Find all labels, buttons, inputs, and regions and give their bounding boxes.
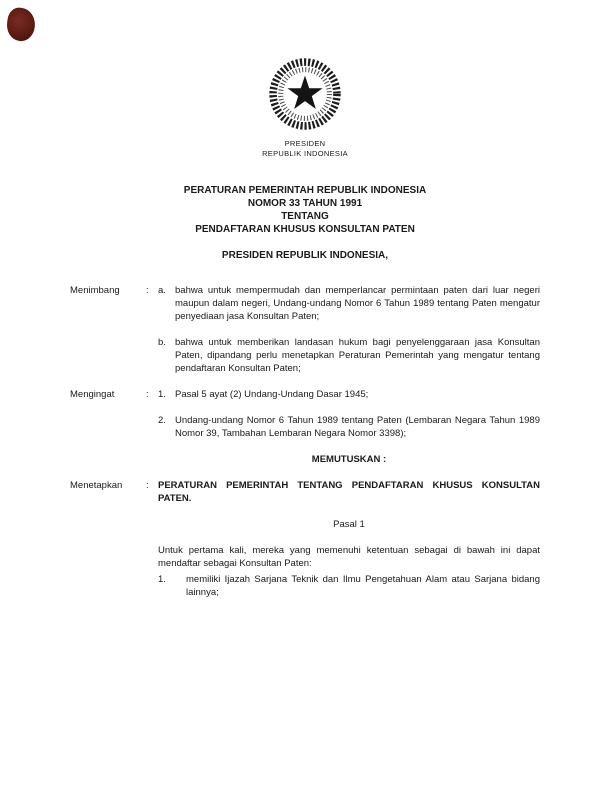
item-marker: b.: [158, 337, 166, 348]
section-content: [158, 388, 540, 440]
title-line-4: PENDAFTARAN KHUSUS KONSULTAN PATEN: [195, 224, 415, 235]
section-colon: :: [146, 480, 149, 491]
section-label-menimbang: Menimbang: [70, 285, 120, 296]
list-item: [158, 388, 540, 401]
section-label-menetapkan: Menetapkan: [70, 480, 123, 491]
section-menetapkan: [70, 479, 540, 505]
section-colon: :: [146, 389, 149, 400]
item-marker: a.: [158, 285, 166, 296]
item-text: Undang-undang Nomor 6 Tahun 1989 tentang Paten (Lembaran Negara Tahun 1989 Nomor 39, Tambahan Lembaran Negara Nomor 3398);: [175, 415, 540, 439]
pasal-1-heading: Pasal 1: [333, 519, 365, 530]
presidential-seal-emblem: [263, 52, 347, 136]
memutuskan-heading: MEMUTUSKAN :: [311, 454, 387, 465]
document-title: [70, 184, 540, 236]
letterhead-line2: REPUBLIK INDONESIA: [262, 148, 348, 158]
list-item: [158, 573, 540, 599]
letterhead-line1: PRESIDEN: [284, 139, 326, 148]
scan-artifact: [5, 6, 37, 43]
pasal-1-intro: Untuk pertama kali, mereka yang memenuhi ketentuan sebagai di bawah ini dapat mendaftar sebagai Konsultan Paten:: [158, 545, 540, 569]
section-label-mengingat: Mengingat: [70, 389, 115, 400]
star-wreath-icon: [263, 52, 347, 136]
title-line-3: TENTANG: [281, 211, 329, 222]
item-marker: 1.: [158, 574, 166, 585]
letterhead: [70, 139, 540, 158]
section-menimbang: [70, 284, 540, 375]
section-colon: :: [146, 285, 149, 296]
item-text: Pasal 5 ayat (2) Undang-Undang Dasar 1945;: [175, 389, 369, 400]
list-item: [158, 284, 540, 323]
item-marker: 2.: [158, 415, 166, 426]
item-marker: 1.: [158, 389, 166, 400]
section-mengingat: [70, 388, 540, 440]
list-item: [158, 336, 540, 375]
item-text: bahwa untuk memberikan landasan hukum bagi penyelenggaraan jasa Konsultan Paten, dipandang perlu menetapkan Peraturan Pemerintah yang mengatur tentang pendaftaran Konsultan Paten;: [175, 337, 540, 374]
item-text: bahwa untuk mempermudah dan memperlancar permintaan paten dari luar negeri maupun dalam negeri, Undang-undang Nomor 6 Tahun 1989 tentang Paten mengatur penyediaan jasa Konsultan Paten;: [175, 285, 540, 322]
title-line-1: PERATURAN PEMERINTAH REPUBLIK INDONESIA: [183, 185, 427, 196]
pasal-1-list: [158, 573, 540, 599]
salutation: PRESIDEN REPUBLIK INDONESIA,: [221, 250, 389, 261]
list-item: [158, 414, 540, 440]
section-content: [158, 284, 540, 375]
menetapkan-text: PERATURAN PEMERINTAH TENTANG PENDAFTARAN KHUSUS KONSULTAN PATEN.: [158, 480, 540, 504]
item-text: memiliki Ijazah Sarjana Teknik dan Ilmu Pengetahuan Alam atau Sarjana bidang lainnya;: [186, 574, 540, 598]
title-line-2: NOMOR 33 TAHUN 1991: [247, 198, 363, 209]
